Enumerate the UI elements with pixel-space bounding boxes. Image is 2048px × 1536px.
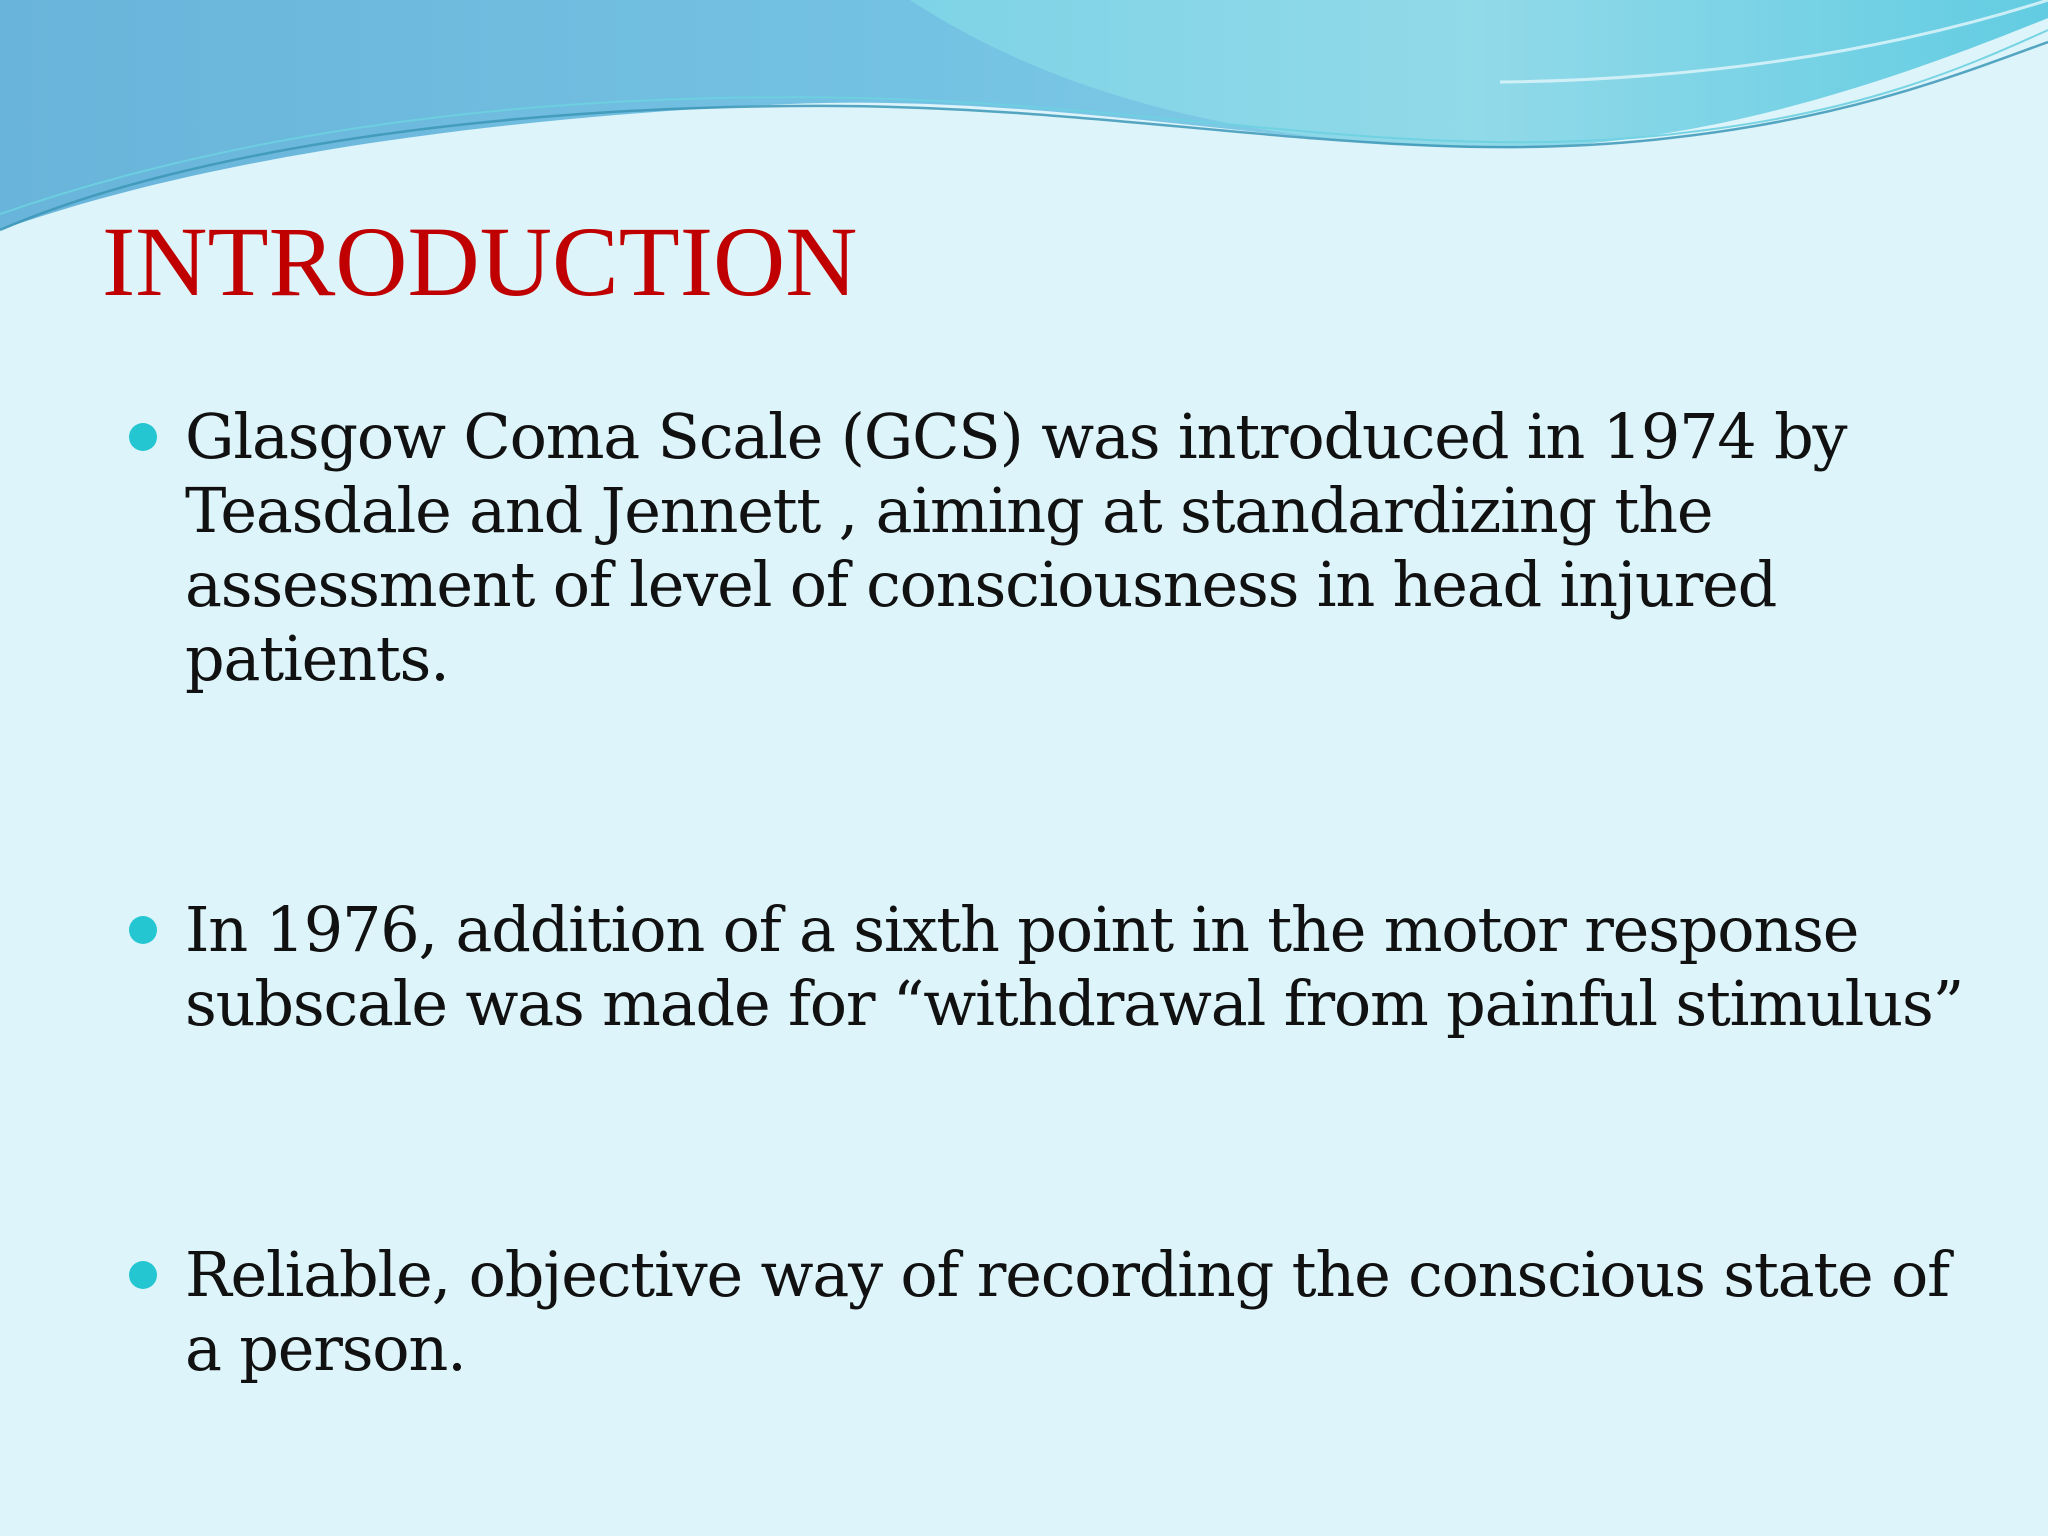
bullet-dot-icon [129, 1261, 157, 1289]
list-item [125, 1238, 2005, 1386]
list-item [125, 400, 2005, 696]
bullet-text: In 1976, addition of a sixth point in the motor response subscale was made for “withdrawal from painful stimulus” [185, 893, 1964, 1040]
header-wave-decoration [0, 0, 2048, 240]
bullet-dot-icon [129, 916, 157, 944]
bullet-text: Glasgow Coma Scale (GCS) was introduced in 1974 by Teasdale and Jennett , aiming at standardizing the assessment of level of consciousness in head injured patients. [185, 400, 1847, 695]
list-item [125, 893, 2005, 1041]
slide-title: INTRODUCTION [102, 206, 858, 317]
bullet-text: Reliable, objective way of recording the conscious state of a person. [185, 1238, 1949, 1385]
bullet-dot-icon [129, 423, 157, 451]
